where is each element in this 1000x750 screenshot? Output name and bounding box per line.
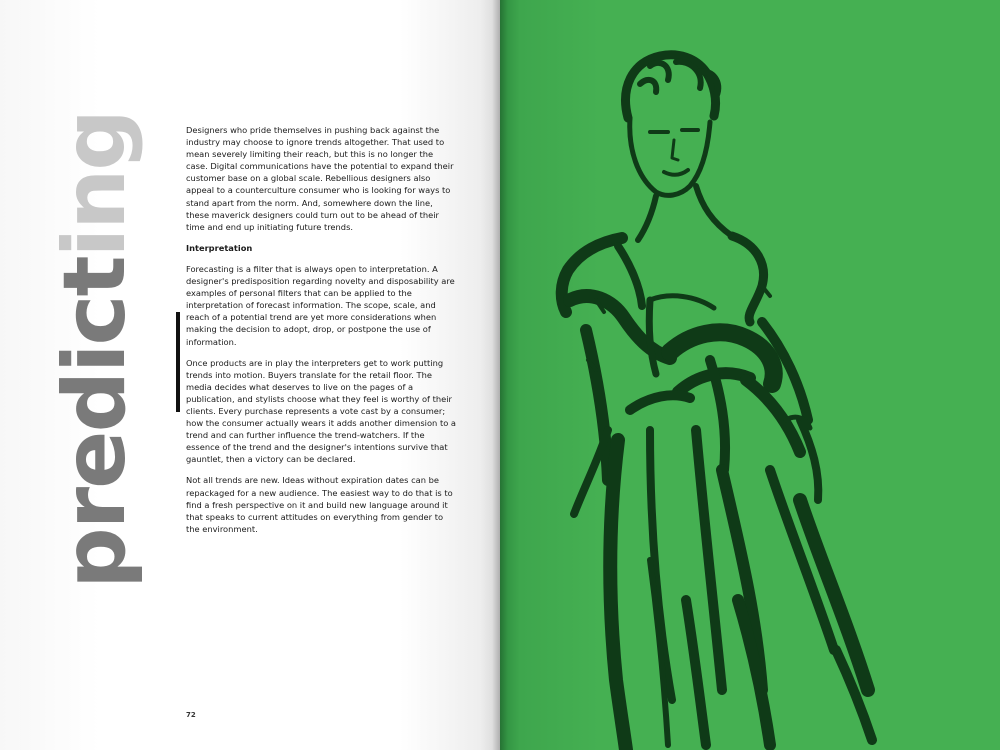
paragraph: Forecasting is a filter that is always open to interpretation. A designer's predisposition regarding novelty and disposability are examples of personal filters that can be applied to the interpretation of forecast information. The scope, scale, and reach of a potential trend are yet more considerations when making the decision to adopt, drop, or postpone the use of information. (186, 263, 455, 347)
fashion-figure-illustration (500, 0, 1000, 750)
paragraph: Designers who pride themselves in pushing back against the industry may choose to ignore trends altogether. That used to mean severely limiting their reach, but this is no longer the case. Digital communications have the potential to expand their customer base on a global scale. Rebellious designers also appeal to a counterculture consumer who is looking for ways to stand apart from the norm. And, somewhere down the line, these maverick designers could turn out to be ahead of their time and end up initiating future trends. (186, 125, 454, 232)
title-light-part: ing (45, 111, 145, 258)
section-accent-bar (176, 312, 180, 412)
section-heading: Interpretation (186, 242, 253, 253)
title-dark-part: predict (45, 257, 145, 589)
right-page (500, 0, 1000, 750)
page-gutter (492, 0, 508, 750)
body-text (186, 124, 456, 544)
paragraph: Once products are in play the interpreters get to work putting trends into motion. Buyers translate for the retail floor. The media decides what deserves to live on the pages of a publication, and stylists choose what they feel is worthy of their clients. Every purchase represents a vote cast by a consumer; how the consumer actually wears it adds another dimension to a trend and can further influence the trend-watchers. If the essence of the trend and the designer's intentions survive that gauntlet, then a victory can be declared. (186, 357, 456, 465)
paragraph: Not all trends are new. Ideas without expiration dates can be repackaged for a new audience. The easiest way to do that is to find a fresh perspective on it and build new language around it that speaks to current attitudes on everything from gender to the environment. (186, 475, 453, 534)
page-number: 72 (186, 711, 196, 719)
vertical-title (45, 111, 145, 589)
